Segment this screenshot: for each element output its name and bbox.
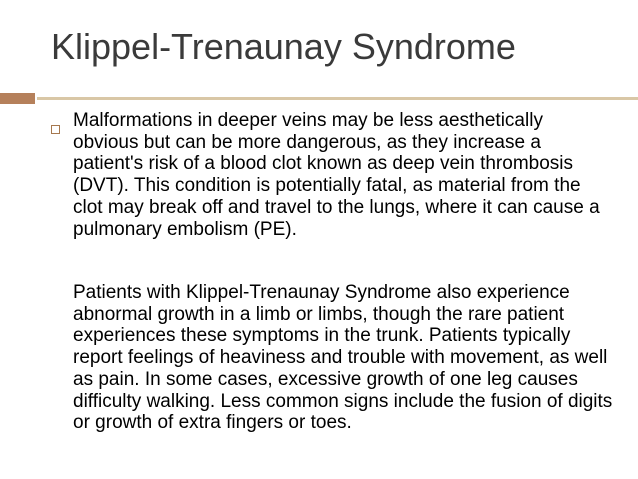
slide-title: Klippel-Trenaunay Syndrome	[51, 26, 516, 67]
body-paragraph-1: Malformations in deeper veins may be less aesthetically obvious but can be more dangerous, as they increase a patient's risk of a blood clot known as deep vein thrombosis (DVT). This condition is potentially fatal, as material from the clot may break off and travel to the lungs, where it can cause a pulmonary embolism (PE).	[73, 110, 600, 240]
title-accent-rule	[37, 97, 638, 100]
square-bullet-icon	[51, 125, 60, 134]
body-paragraph-2: Patients with Klippel-Trenaunay Syndrome also experience abnormal growth in a limb or limbs, though the rare patient experiences these symptoms in the trunk. Patients typically report feelings of heaviness and trouble with movement, as well as pain. In some cases, excessive growth of one leg causes difficulty walking. Less common signs include the fusion of digits or growth of extra fingers or toes.	[73, 282, 613, 434]
title-accent-block	[0, 93, 35, 104]
